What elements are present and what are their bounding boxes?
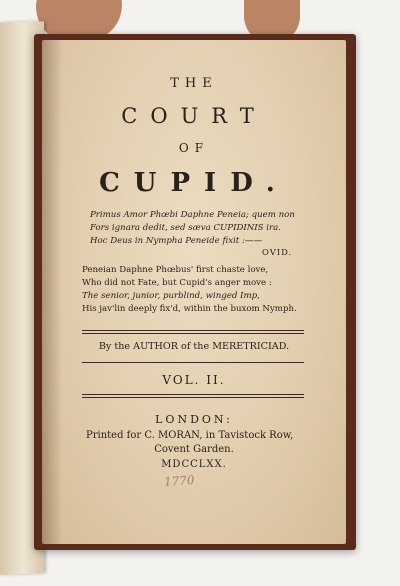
rule-top-double-second (82, 333, 304, 334)
rule-after-volume (82, 394, 304, 395)
handwritten-year: 1770 (163, 472, 195, 490)
english-epigraph-line: Peneian Daphne Phœbus' first chaste love, (82, 265, 269, 275)
latin-epigraph-line: Hoc Deus in Nympha Peneide fixit :—— (90, 236, 263, 246)
author-line: By the AUTHOR of the MERETRICIAD. (98, 341, 290, 352)
english-epigraph-line: His jav'lin deeply fix'd, within the buxom Nymph. (82, 304, 297, 314)
rule-after-volume-second (82, 397, 304, 398)
imprint-street: Covent Garden. (154, 444, 234, 455)
english-epigraph-line: The senior, junior, purblind, winged Imp, (82, 291, 260, 301)
epigraph-attribution: OVID. (262, 247, 293, 257)
latin-epigraph-line: Fors ignara dedit, sed sæva CUPIDINIS ira. (90, 223, 281, 233)
imprint-city: LONDON: (155, 413, 233, 426)
imprint-printer: Printed for C. MORAN, in Tavistock Row, (86, 430, 294, 441)
title-of: OF (178, 141, 210, 155)
english-epigraph-line: Who did not Fate, but Cupid's anger move : (82, 278, 272, 288)
volume-number: VOL. II. (162, 373, 226, 387)
imprint-date: MDCCLXX. (161, 459, 227, 470)
rule-top-double (82, 330, 304, 331)
rule-after-author (82, 362, 304, 363)
latin-epigraph-line: Primus Amor Phœbi Daphne Peneia; quem non (90, 210, 295, 220)
title-cupid: CUPID. (99, 168, 289, 198)
title-the: THE (170, 76, 218, 91)
title-court: COURT (121, 104, 267, 128)
